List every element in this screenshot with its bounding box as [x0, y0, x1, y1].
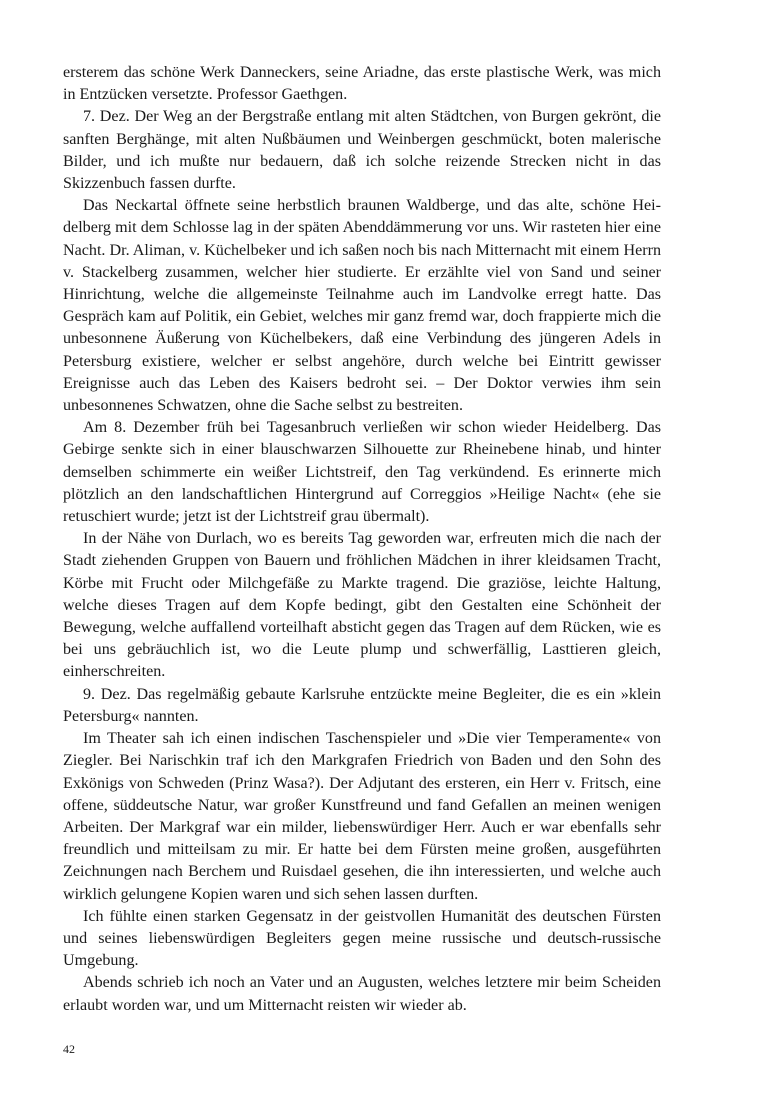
page-body	[63, 62, 661, 1017]
paragraph-continuation: ersterem das schöne Werk Danneckers, seine Ariadne, das erste plastische Werk, was mich in Entzücken versetzte. Professor Gaethgen.	[63, 64, 661, 104]
paragraph-durlach: In der Nähe von Durlach, wo es bereits Tag geworden war, erfreuten mich die nach der Stadt ziehenden Gruppen von Bauern und fröhlichen Mädchen in ihrer kleidsamen Tracht, Körbe mit Frucht oder Milchgefäße zu Markte tragend. Die graziöse, leichte Haltung, welche dieses Tragen auf dem Kopfe bedingt, gibt den Gestalten eine Schönheit der Bewegung, welche auffallend vorteilhaft absticht gegen das Tragen auf dem Rücken, wie es bei uns gebräuchlich ist, wo die Leute plump und schwerfällig, Lasttieren gleich, einherschreiten.	[63, 530, 661, 681]
paragraph-dec-7: 7. Dez. Der Weg an der Bergstraße entlang mit alten Städtchen, von Burgen gekrönt, die sanften Berghänge, mit alten Nußbäumen und Weinbergen geschmückt, boten malerische Bilder, und ich mußte nur bedauern, daß ich solche reizende Strecken nicht in das Skizzenbuch fassen durfte.	[63, 108, 661, 193]
page-number: 42	[63, 1042, 75, 1056]
paragraph-neckartal: Das Neckartal öffnete seine herbstlich braunen Waldberge, und das alte, schöne Heidelberg mit dem Schlosse lag in der späten Abenddämmerung vor uns. Wir rasteten hier eine Nacht. Dr. Aliman, v. Küchelbeker und ich saßen noch bis nach Mitternacht mit einem Herrn v. Stackelberg zusammen, welcher hier studierte. Er erzählte viel von Sand und seiner Hinrichtung, welche die allgemeinste Teilnahme auch im Landvolke erregt hatte. Das Gespräch kam auf Politik, ein Gebiet, welches mir ganz fremd war, doch frappierte mich die unbesonnene Äußerung von Küchelbekers, daß eine Verbindung des jüngeren Adels in Petersburg existiere, welcher er selbst angehöre, durch welche bei Eintritt gewisser Ereignisse auch das Leben des Kaisers bedroht sei. – Der Doktor verwies ihm sein unbesonnenes Schwatzen, ohne die Sache selbst zu bestreiten.	[63, 197, 661, 415]
paragraph-evening: Abends schrieb ich noch an Vater und an Augusten, welches letztere mir beim Scheiden erlaubt worden war, und um Mitternacht reisten wir wieder ab.	[63, 974, 661, 1014]
paragraph-dec-8: Am 8. Dezember früh bei Tagesanbruch verließen wir schon wieder Heidelberg. Das Gebirge senkte sich in einer blauschwarzen Silhouette zur Rheinebene hinab, und hinter demselben schimmerte ein weißer Lichtstreif, den Tag verkündend. Es erinnerte mich plötzlich an den landschaftlichen Hintergrund auf Correggios »Heilige Nacht« (ehe sie retuschiert wurde; jetzt ist der Lichtstreif grau übermalt).	[63, 419, 661, 526]
paragraph-dec-9: 9. Dez. Das regelmäßig gebaute Karlsruhe entzückte meine Begleiter, die es ein »klein Petersburg« nannten.	[63, 685, 661, 725]
paragraph-theater: Im Theater sah ich einen indischen Taschenspieler und »Die vier Temperamente« von Ziegler. Bei Narischkin traf ich den Markgrafen Friedrich von Baden und den Sohn des Exkönigs von Schweden (Prinz Wasa?). Der Adjutant des ersteren, ein Herr v. Fritsch, eine offene, süddeutsche Natur, war großer Kunstfreund und fand Gefallen an meinen wenigen Arbeiten. Der Markgraf war ein milder, liebenswürdiger Herr. Auch er war ebenfalls sehr freundlich und mitteilsam zu mir. Er hatte bei dem Fürsten meine großen, ausgeführten Zeichnungen nach Berchem und Ruisdael gesehen, die ihn interessierten, und welche auch wirklich gelungene Kopien waren und sich sehen lassen durften.	[63, 730, 661, 903]
paragraph-contrast: Ich fühlte einen starken Gegensatz in der geistvollen Humanität des deutschen Fürsten und seines liebenswürdigen Begleiters gegen meine russische und deutsch-russische Umgebung.	[63, 907, 661, 970]
